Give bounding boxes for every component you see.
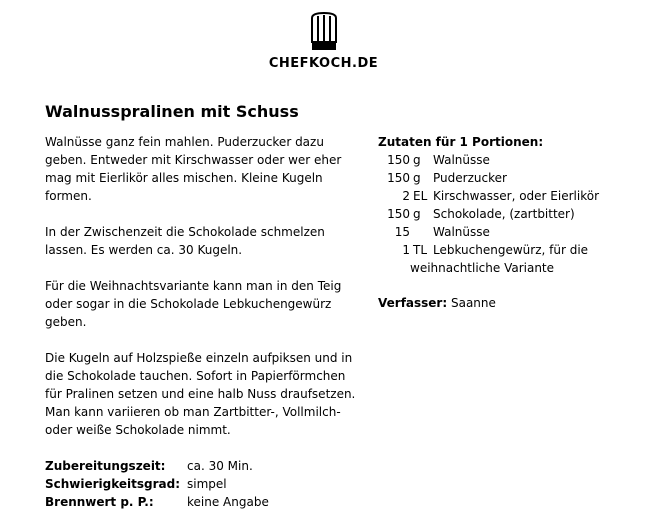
- ingredient-name: Kirschwasser, oder Eierlikör: [433, 189, 599, 203]
- instruction-paragraph: Walnüsse ganz fein mahlen. Puderzucker dazu geben. Entweder mit Kirschwasser oder wer eher mag mit Eierlikör alles mischen. Kleine Kugeln formen.: [45, 135, 342, 203]
- ingredient-unit: g: [413, 153, 421, 167]
- ingredient-unit: g: [413, 171, 421, 185]
- ingredient-qty: 2: [402, 189, 410, 203]
- author-name: Saanne: [450, 296, 496, 310]
- recipe-meta: [45, 457, 365, 511]
- ingredient-row: [378, 151, 638, 169]
- ingredient-row: [378, 223, 638, 241]
- ingredient-unit: g: [413, 207, 421, 221]
- meta-value: simpel: [187, 477, 227, 491]
- meta-label: Zubereitungszeit:: [45, 459, 166, 473]
- ingredient-unit: TL: [413, 243, 428, 257]
- ingredient-qty: 1: [402, 243, 410, 257]
- meta-row-difficulty: [45, 475, 365, 493]
- ingredient-qty: 150: [387, 207, 410, 221]
- ingredient-unit: EL: [413, 189, 428, 203]
- ingredient-unit: [410, 223, 429, 241]
- meta-label: Brennwert p. P.:: [45, 495, 154, 509]
- instruction-paragraph: Die Kugeln auf Holzspieße einzeln aufpiksen und in die Schokolade tauchen. Sofort in Papierförmchen für Pralinen setzen und eine halb Nuss draufsetzen. Man kann variieren ob man Zartbitter-, Vollmilch- oder weiße Schokolade nimmt.: [45, 351, 356, 437]
- ingredient-qty: 150: [387, 153, 410, 167]
- ingredient-name: Walnüsse: [433, 225, 490, 239]
- ingredient-row: [378, 187, 638, 205]
- ingredient-qty: 150: [387, 171, 410, 185]
- meta-row-calories: [45, 493, 365, 511]
- meta-row-prep-time: [45, 457, 365, 475]
- logo-text: CHEFKOCH.DE: [268, 56, 379, 71]
- ingredient-row: [378, 205, 638, 223]
- meta-value: ca. 30 Min.: [187, 459, 253, 473]
- ingredient-row: [378, 169, 638, 187]
- ingredient-row: [378, 241, 638, 259]
- ingredient-name: Puderzucker: [433, 171, 507, 185]
- recipe-author: [378, 294, 496, 312]
- ingredient-qty: 15: [394, 225, 410, 239]
- instruction-paragraph: In der Zwischenzeit die Schokolade schmelzen lassen. Es werden ca. 30 Kugeln.: [45, 225, 325, 257]
- ingredient-name: Schokolade, (zartbitter): [433, 207, 575, 221]
- ingredient-name: Walnüsse: [433, 153, 490, 167]
- ingredients-list: [378, 133, 638, 277]
- ingredient-name: Lebkuchengewürz, für die: [433, 243, 589, 257]
- meta-value: keine Angabe: [187, 495, 269, 509]
- recipe-instructions: [45, 133, 363, 457]
- chef-hat-icon: [306, 12, 342, 52]
- instruction-paragraph: Für die Weihnachtsvariante kann man in den Teig oder sogar in die Schokolade Lebkuchengewürz geben.: [45, 279, 342, 329]
- ingredient-name-continuation: weihnachtliche Variante: [410, 261, 555, 275]
- meta-label: Schwierigkeitsgrad:: [45, 477, 181, 491]
- author-label: Verfasser:: [378, 296, 448, 310]
- site-logo: [0, 12, 647, 72]
- recipe-title: Walnusspralinen mit Schuss: [45, 102, 299, 121]
- ingredients-heading: Zutaten für 1 Portionen:: [378, 135, 544, 149]
